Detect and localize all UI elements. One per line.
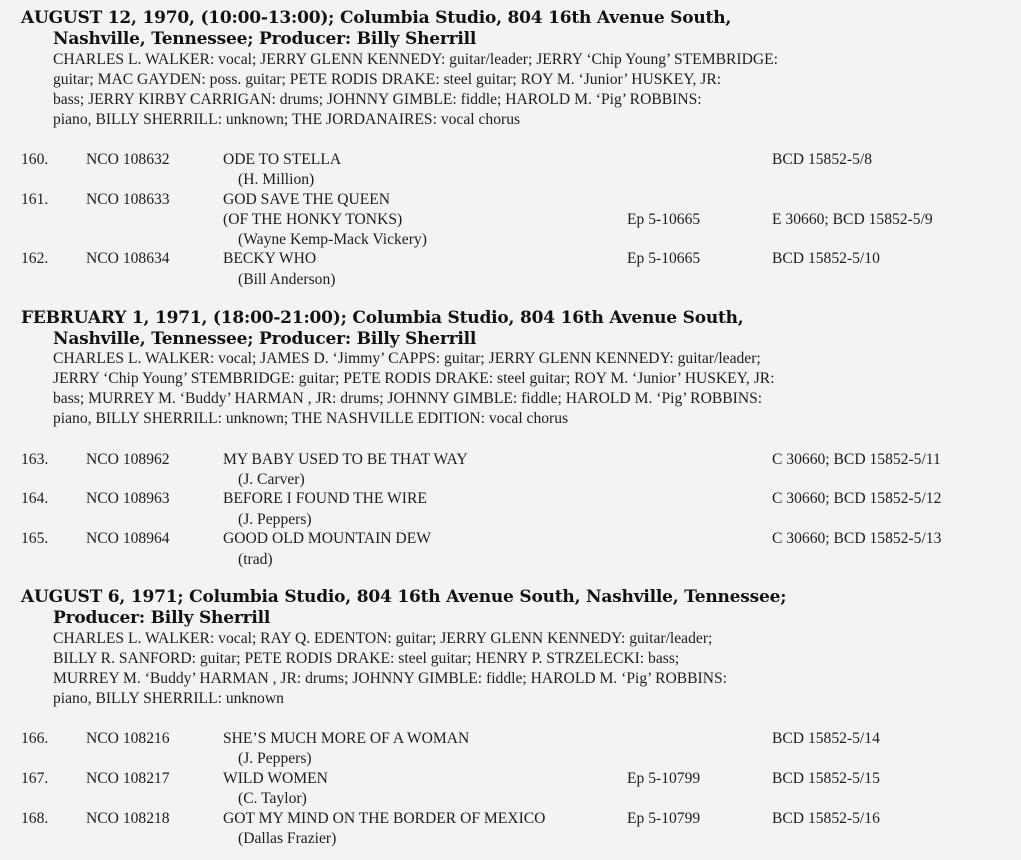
track-title: WILD WOMEN: [223, 770, 328, 787]
single-number: Ep 5-10799: [627, 810, 701, 827]
personnel-line: piano, BILLY SHERRILL: unknown; THE JORDANAIRES: vocal chorus: [53, 111, 521, 128]
session-personnel: [53, 629, 1013, 709]
release-number: BCD 15852-5/8: [772, 151, 873, 168]
session-personnel: [53, 50, 1013, 130]
personnel-line: CHARLES L. WALKER: vocal; RAY Q. EDENTON: guitar; JERRY GLENN KENNEDY: guitar/leader;: [53, 630, 713, 647]
track-title: GOOD OLD MOUNTAIN DEW: [223, 530, 431, 547]
track-writer: (J. Carver): [238, 471, 305, 488]
track-number: 167.: [21, 770, 49, 787]
session-heading: [21, 308, 1011, 350]
track-title: SHE’S MUCH MORE OF A WOMAN: [223, 730, 470, 747]
session-personnel: [53, 349, 1013, 429]
track-row: [0, 529, 1021, 549]
session-heading: [21, 587, 1011, 629]
track-number: 162.: [21, 250, 49, 267]
track-writer: (Bill Anderson): [238, 271, 336, 288]
matrix-number: NCO 108632: [86, 151, 170, 168]
track-writer: (J. Peppers): [238, 511, 312, 528]
matrix-number: NCO 108962: [86, 451, 170, 468]
track-row: [0, 190, 1021, 210]
session-heading-line: FEBRUARY 1, 1971, (18:00-21:00); Columbia Studio, 804 16th Avenue South,: [21, 308, 744, 328]
release-number: E 30660; BCD 15852-5/9: [772, 211, 933, 228]
personnel-line: piano, BILLY SHERRILL: unknown; THE NASHVILLE EDITION: vocal chorus: [53, 410, 569, 427]
track-title: MY BABY USED TO BE THAT WAY: [223, 451, 468, 468]
personnel-line: JERRY ‘Chip Young’ STEMBRIDGE: guitar; PETE RODIS DRAKE: steel guitar; ROY M. ‘Junior’ HUSKEY, JR:: [53, 370, 775, 387]
track-writer: (Wayne Kemp-Mack Vickery): [238, 231, 427, 248]
track-title: BECKY WHO: [223, 250, 317, 267]
release-number: BCD 15852-5/14: [772, 730, 880, 747]
track-writer: (trad): [238, 551, 273, 568]
track-title-continued: (OF THE HONKY TONKS): [223, 211, 403, 228]
single-number: Ep 5-10665: [627, 250, 701, 267]
track-number: 161.: [21, 191, 49, 208]
matrix-number: NCO 108964: [86, 530, 170, 547]
personnel-line: bass; JERRY KIRBY CARRIGAN: drums; JOHNNY GIMBLE: fiddle; HAROLD M. ‘Pig’ ROBBINS:: [53, 91, 702, 108]
session-heading-line: Nashville, Tennessee; Producer: Billy Sherrill: [53, 329, 477, 349]
matrix-number: NCO 108633: [86, 191, 170, 208]
personnel-line: CHARLES L. WALKER: vocal; JERRY GLENN KENNEDY: guitar/leader; JERRY ‘Chip Young’ STEMBRIDGE:: [53, 51, 778, 68]
track-writer: (H. Million): [238, 171, 315, 188]
track-writer: (C. Taylor): [238, 790, 307, 807]
session-heading-line: AUGUST 6, 1971; Columbia Studio, 804 16th Avenue South, Nashville, Tennessee;: [21, 587, 787, 607]
release-number: BCD 15852-5/15: [772, 770, 880, 787]
session-heading-line: AUGUST 12, 1970, (10:00-13:00); Columbia Studio, 804 16th Avenue South,: [21, 8, 732, 28]
track-title: GOT MY MIND ON THE BORDER OF MEXICO: [223, 810, 546, 827]
track-number: 164.: [21, 490, 49, 507]
track-writer: (J. Peppers): [238, 750, 312, 767]
matrix-number: NCO 108963: [86, 490, 170, 507]
personnel-line: guitar; MAC GAYDEN: poss. guitar; PETE RODIS DRAKE: steel guitar; ROY M. ‘Junior’ HUSKEY, JR:: [53, 71, 722, 88]
matrix-number: NCO 108218: [86, 810, 170, 827]
release-number: BCD 15852-5/16: [772, 810, 880, 827]
track-row: [0, 150, 1021, 170]
session-heading: [21, 8, 1011, 50]
track-number: 163.: [21, 451, 49, 468]
release-number: C 30660; BCD 15852-5/11: [772, 451, 941, 468]
track-number: 166.: [21, 730, 49, 747]
session-heading-line: Producer: Billy Sherrill: [53, 608, 271, 628]
session-heading-line: Nashville, Tennessee; Producer: Billy Sherrill: [53, 29, 477, 49]
matrix-number: NCO 108634: [86, 250, 170, 267]
release-number: C 30660; BCD 15852-5/13: [772, 530, 942, 547]
single-number: Ep 5-10665: [627, 211, 701, 228]
track-title: GOD SAVE THE QUEEN: [223, 191, 391, 208]
track-row: [0, 489, 1021, 509]
personnel-line: BILLY R. SANFORD: guitar; PETE RODIS DRAKE: steel guitar; HENRY P. STRZELECKI: bass;: [53, 650, 680, 667]
personnel-line: CHARLES L. WALKER: vocal; JAMES D. ‘Jimmy’ CAPPS: guitar; JERRY GLENN KENNEDY: guitar/leader;: [53, 350, 761, 367]
matrix-number: NCO 108216: [86, 730, 170, 747]
single-number: Ep 5-10799: [627, 770, 701, 787]
personnel-line: MURREY M. ‘Buddy’ HARMAN , JR: drums; JOHNNY GIMBLE: fiddle; HAROLD M. ‘Pig’ ROBBINS:: [53, 670, 728, 687]
personnel-line: piano, BILLY SHERRILL: unknown: [53, 690, 284, 707]
matrix-number: NCO 108217: [86, 770, 170, 787]
track-row: [0, 450, 1021, 470]
track-row: [0, 809, 1021, 829]
track-row: [0, 769, 1021, 789]
release-number: C 30660; BCD 15852-5/12: [772, 490, 942, 507]
track-row-continued: [0, 210, 1021, 230]
track-writer: (Dallas Frazier): [238, 830, 337, 847]
track-row: [0, 249, 1021, 269]
track-number: 168.: [21, 810, 49, 827]
track-number: 160.: [21, 151, 49, 168]
personnel-line: bass; MURREY M. ‘Buddy’ HARMAN , JR: drums; JOHNNY GIMBLE: fiddle; HAROLD M. ‘Pig’ ROBBINS:: [53, 390, 763, 407]
release-number: BCD 15852-5/10: [772, 250, 880, 267]
track-number: 165.: [21, 530, 49, 547]
track-row: [0, 729, 1021, 749]
track-title: BEFORE I FOUND THE WIRE: [223, 490, 427, 507]
track-title: ODE TO STELLA: [223, 151, 342, 168]
